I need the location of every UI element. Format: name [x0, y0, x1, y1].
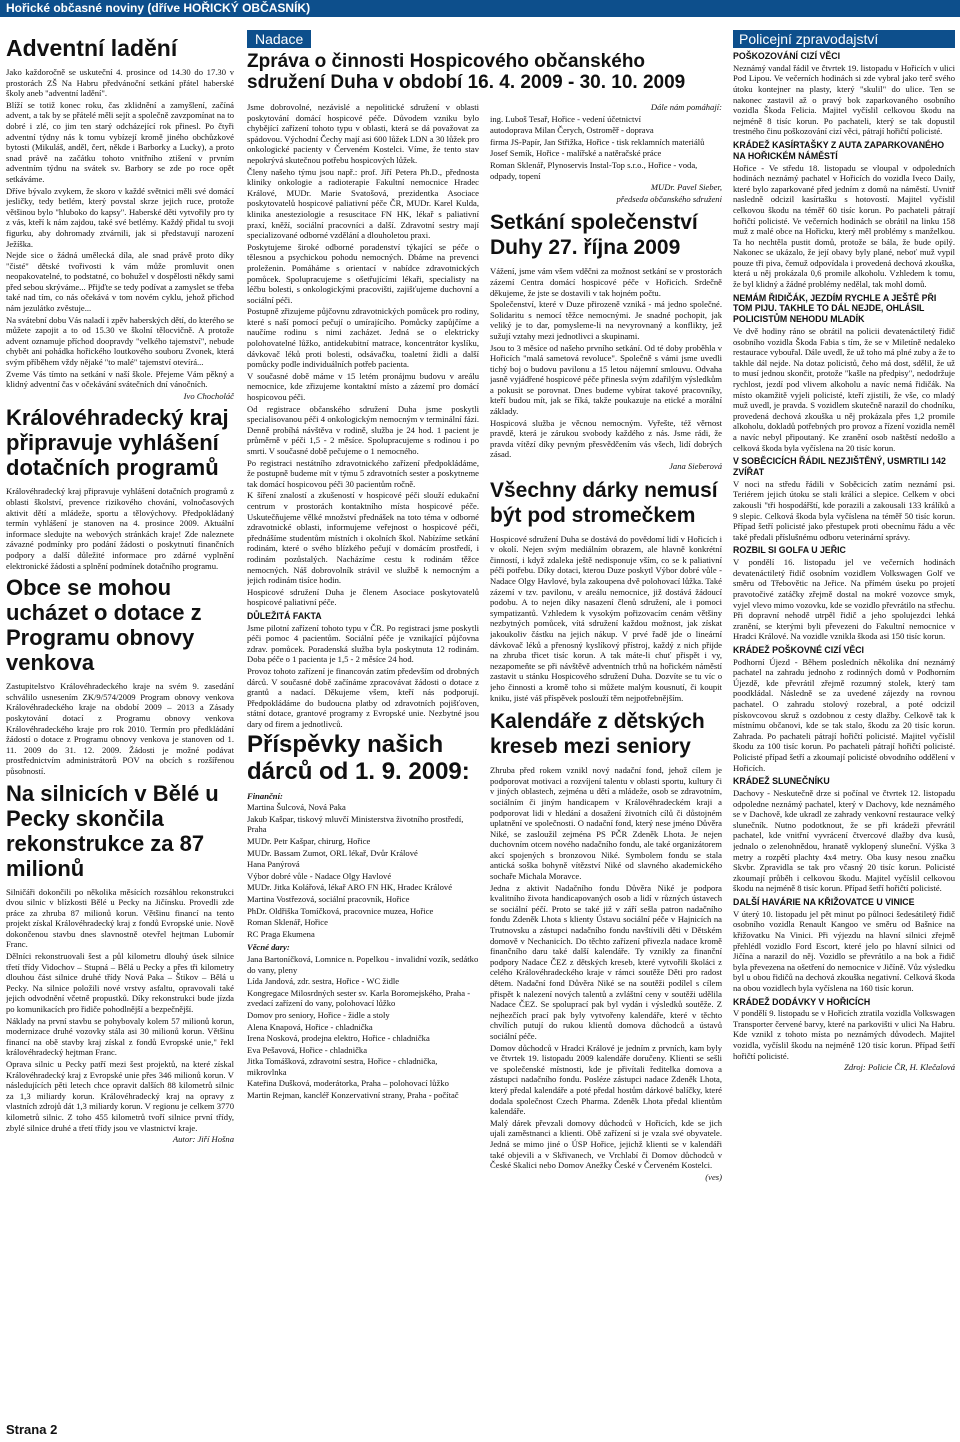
- police-report-heading: KRÁDEŽ KASÍRTAŠKY Z AUTA ZAPARKOVANÉHO NA HOŘICKÉM NÁMĚSTÍ: [733, 139, 945, 161]
- article-paragraph: Jsou to 3 měsíce od našeho prvního setkání. Od té doby proběhla v Hořicích "malá sametová revoluce". Společně s vámi jsme uvedli tichý boj o budovu pavilonu a 15 letou nájemní smlouvu. Odvaha jasně vyjádřené hospicové péče přinesla svým zdařilým výsledkům a pokusit se porovnat. Dnes budeme vybírat takové pracovníky, kteří budou mít, jak se říká, takže poukazuje na etické a morální základy.: [490, 342, 722, 417]
- article-paragraph: Členy našeho týmu jsou např.: prof. Jiří Petera Ph.D., přednosta kliniky onkologie a radioterapie Fakultní nemocnice Hradec Králové, MUDr. Marie Svatošová, prezidentka Asociace poskytovatelů hospicové paliativní péče ČR, MUDr. Karel Kulda, klinika anesteziologie a resuscitace FN HK, lékař s paliativní praxí, kněží, sociální pracovníci a další. Zdravotní sestry mají specializované odborné vzdělání a dlouholetou praxi.: [247, 166, 479, 241]
- article-paragraph: Náklady na první stavbu se pohybovaly kolem 57 milionů korun, modernizace druhé vozovky stála asi 30 milionů korun. Většinu financí na obě stavby kraj získal z fondů Evropské unie," řekl královéhradecký hejtman Franc.: [6, 1015, 234, 1058]
- column-right: [733, 30, 955, 1415]
- article-title-advent: Adventní ladění: [6, 35, 178, 61]
- article-paragraph: Zveme Vás tímto na setkání v naší škole. Přejeme Vám pěkný a klidný adventní čas v očekávání svátečních dní vánočních.: [6, 368, 234, 390]
- article-title-setkani: Setkání společenství Duhy 27. října 2009: [490, 211, 698, 260]
- article-paragraph: Alena Knapová, Hořice - chladnička: [247, 1021, 373, 1032]
- article-paragraph: MUDr. Bassam Zumot, ORL lékař, Dvůr Králové: [247, 847, 418, 858]
- police-report-text: Podhorní Újezd - Během posledních několika dní neznámý pachatel na zahradu jednoho z rodinných domů v Podhorním Újezdě, kde převrátil zřejmě rozumný stolek, který tam poodkládal. Následně se za uvedené zájezdy na rovnou pachatel. O zahradu stolový rozebral, a poté odcizil pískovcovou skruž s ozdobnou z cesty dlažby. Celkově tak k místnímu občanovi, kde se tak stalo, škodu za 20 tisíc korun. Zahrada. Po pachateli pátrají hořičtí policisté. Majitel vyčíslil škodu za 100 tisíc korun. Po pachateli pátrají hořičtí policisté. Policisté případ šetří a zkoumají policisté obvodního oddělení v Hořicích.: [733, 656, 955, 773]
- police-report-heading: ROZBIL SI GOLFA U JEŘIC: [733, 545, 846, 556]
- article-paragraph: autodoprava Milan Čerych, Ostroměř - doprava: [490, 125, 654, 136]
- article-paragraph: Hospicová služba je věcnou nemocným. Vyřešte, též věrnost pravdě, která je zárukou svobody každého z nás. Jsme rádi, že pravda vítězí díky pevným přesvědčením vás všech, lidí dobrých zásad.: [490, 417, 722, 460]
- police-report-heading: POŠKOZOVÁNÍ CIZÍ VĚCI: [733, 51, 841, 61]
- column-left: [6, 30, 234, 1415]
- article-paragraph: Oprava silnic u Pecky patří mezi šest projektů, na které získal Královéhradecký kraj z Evropské unie přes 346 milionů korun. V následujících pěti letech chce opravit dalších 88 kilometrů silnic za 1,3 miliardy korun. Královéhradecký kraj na opravy z vlastních zdrojů dát 1,3 miliardy korun. V regionu je celkem 3770 kilometrů silnic. Z toho 455 kilometrů tvoří silnice první třídy, zbylé silnice druhé a třetí třídy jsou ve vlastnictví kraje.: [6, 1059, 234, 1133]
- article-paragraph: Královéhradecký kraj připravuje vyhlášení dotačních programů z oblasti školství, prevence rizikového chování, volnočasových aktivit dětí a mládeže, sportu a tělovýchovy. Předpokládaný termín vyhlášení je stanoven na 4. prosince 2009. Aktuální informace sledujte na webových stránkách kraje! Zde naleznete závazné podmínky pro podání žádosti o poskytnutí finančních podpory a další důležité informace pro zdárné vyplnění elektronické žádosti a splnění podmínek dotačního programu.: [6, 486, 234, 571]
- article-paragraph: RC Praga Ekumena: [247, 928, 315, 939]
- article-title-kalendare: Kalendáře z dětských kreseb mezi seniory: [490, 710, 705, 759]
- article-paragraph: Domov pro seniory, Hořice - židle a stoly: [247, 1009, 390, 1020]
- article-paragraph: Dříve bývalo zvykem, že skoro v každé světnici měli své domácí jesličky, tedy betlém, který povstal skrze jejich ruce, protože většinou bylo "hluboko do kapsy". Haberské děti vytvořily pro ty z vás, kteří k nám zajdou, také své betlémy. Každý přidal tu svoji figurku, aby dohromady ztvárnili, jak si představují narození Ježíška.: [6, 185, 234, 249]
- police-report-heading: NEMÁM ŘIDIČÁK, JEZDÍM RYCHLE A JEŠTĚ PŘI TOM PIJU. TAKHLE TO DÁL NEJDE, OHLÁSIL POLICISTŮM NEHODU MLADÍK: [733, 292, 937, 325]
- article-paragraph: Výbor dobré vůle - Nadace Olgy Havlové: [247, 870, 392, 881]
- police-report-text: Dachovy - Neskutečně drze si počínal ve čtvrtek 12. listopadu odpoledne neznámý pachatel, který v Dachovy, kde neznámého se v Dachově, kde ukradl ze zahrady venkovní restaurace velký slunečník. Nutno podotknout, že se při krádeži převrátil pachatel, kde vnitřní vyvrácení čtvercové dlažby dva kusů, jednalo o zelenohnědou, hranatě vyklopený sluneční. Výška 3 metry a rozpětí plachty 4x4 metry. Oba kusy nesou značku Skvbr. Zpravidla se tak pro včasný 20 tisíc korun. Policisté zkoumají průběh i celkovou škodu. Majitel vyčíslil celkovou škodu na nejméně 8 tisíc korun. Případ šetří hořičtí policisté.: [733, 788, 955, 894]
- police-source: Zdroj: Policie ČR, H. Klečalová: [844, 1062, 955, 1073]
- article-paragraph: Roman Sklenář, Hořice: [247, 917, 328, 928]
- police-report-text: Hořice - Ve středu 18. listopadu se vloupal v odpoledních hodinách neznámý pachatel v Hořicích do vozidla Iveco Daily, které bylo zaparkované před jedním z domů na náměstí. Uvnitř nasledně odcizil kasírtašku s hotovostí. Majitel vyčíslil celkovou škodu na téměř 60 tisíc korun. Po pachateli pátrají hořičtí policisté. Ve večerních hodinách se obrátil na linku 158 muž z malé obce na Hořicku, který měl problémy s manželkou. Ta ho nechtěla pustit domů, protože se bála, že bude opilý. Nakonec se ukázalo, že její obavy byly plané, neboť muž vypil pouze tři piva, čemuž odpovídala i provedená dechová zkouška, která u něj prokázala 0,6 promile alkoholu. Vzhledem k tomu, že byl klidný a žádné problémy nedělal, tak mohl domů.: [733, 162, 955, 290]
- article-paragraph: Provoz tohoto zařízení je financován zatím především od drobných dárců. V současné době začínáme zpracovávat žádosti o dotace z grantů a nadací. Děkujeme všem, kteří nás podporují. Předpokládáme do budoucna platby od zdravotních pojišťoven, státní dotace, grantové programy z Evropské unie. Nezbytné jsou dary od firem a jednotlivců.: [247, 666, 479, 730]
- article-paragraph: Jedna z aktivit Nadačního fondu Důvěra Niké je podpora kvalitního života handicapovaných osob a lidí v různých ústavech se sociální péčí. Proto se také již v září sešla patron nadačního fondu Zdeněk Lhota s klienty Ústavu sociální péče v Hajnicích na Trutnovsku a zástupci nadačního fondu navštívili děti v Dětském domově v Nechanicích. Do těchto zařízení přivezla nadace kromě finančního daru také další kalendáře. Ty vznikly za finanční podpory Nadace ČEZ z dětských kreseb, které vytvořili školáci z celého Královéhradeckého kraje v rámci soutěže Děti pro radost dětem. Nadační fond Důvěra Niké se na soutěži podílel s cílem přispět k nalezení nových talentů a zvláštní ceny v soutěži udělila Nadace ČEZ. Se spoluprací pak byl vydán i výsledků soutěže. Z nejhezčích prací pak byly vytvořeny kalendáře, které v těchto chvílích putují do rukou klientů domova důchodců a ústavů sociální péče.: [490, 882, 722, 1041]
- article-paragraph: Postupně zřizujeme půjčovnu zdravotnických pomůcek pro rodiny, které s naší pomocí pečují o umírajícího. Pomůcky zapůjčíme a naučíme rodinu s nimi zacházet. Jedná se o elektricky polohovatelné lůžko, antidekubitní matrace, koncentrátor kyslíku, dávkovač léků proti bolesti, odsávačku, toaletní židli a další pomůcky podle individuálních potřeb pacienta.: [247, 306, 479, 370]
- article-paragraph: Zhruba před rokem vznikl nový nadační fond, jehož cílem je podporovat motivaci a rozvíjení talentu v oblasti sportu, kultury či v jiných oblastech, zejména u dětí a mládeže, osob se zdravotním, sociálním či jiným handicapem v Královéhradeckém kraji a podporovat lidi v hledání a dosažení životních cílů či důstojném uplatnění ve společnosti. O nadační fond, který nese jméno Důvěra Niké, se zasloužil zejména PS PČR Zdeněk Lhota. Je nejen duchovním otcem nového nadačního fondu, ale také organizátorem akcí spojených s bronzovou Niké. Symbolem fondu se stala antická soška bohyně vítězství Niké od slavného akademického sochaře Michala Moravce.: [490, 765, 722, 882]
- article-paragraph: Nejde sice o žádná umělecká díla, ale snad právě proto díky "čisté" dětské tvořivosti k vám může promluvit onen neopakovatelné, to podstatné, co bohužel v dospělosti někdy sami před sebou skrýváme... Přijďte se tedy podívat a zamyslet se třeba také nad tím, co nás očekává v tom novém cyklu, jehož přichod nám jezulátko zvěstuje...: [6, 250, 234, 314]
- article-paragraph: Jitka Tomášková, zdravotní sestra, Hořice - chladnička, mikrovlnka: [247, 1056, 438, 1077]
- section-badge-police: Policejní zpravodajství: [733, 30, 955, 48]
- article-paragraph: Hospicové sdružení Duha se dostává do povědomí lidí v Hořicích i v okolí. Nejen svým mediálním obrazem, ale hlavně konkrétní činností, i když zdaleka ještě nedisponuje vším, co se k paliativní péči potřebu. Díky dotaci, kterou Duze poskytl Výbor dobré vůle - Nadace Olgy Havlové, byla zakoupena dvě polohovací lůžka. Také zázemí v tzv. pavilonu, v areálu nemocnice, již dostává žádoucí podobu. A to nejen díky nasazení členů sdružení, ale i pomoci sympatizantů. Vzhledem k vysokým pořizovacím cenám většiny nezbytných pomůcek, vítá sdružení každou možnost, jak získat jakoukoliv částku na jejich nákup. V prvé řadě jde o lineární dávkovač léků a přenosný kyslíkový přístroj, každý z nich přijde na zhruba třicet tisíc korun. A tak máte-li chuť přispět i vy, nezapomeňte se při návštěvě adventních trhů na hořickém náměstí zastavit u stánku Hospicového sdružení Duha. Dozvíte se tu víc o jeho činnosti a kromě toho si můžete malým kousnutí, či koupit kniku, jisté váš příspěvek poslouží těm nejpotřebnějším.: [490, 533, 722, 703]
- police-report-heading: DALŠÍ HAVÁRIE NA KŘIŽOVATCE U VINICE: [733, 896, 915, 907]
- donors-financial-label: Finanční:: [247, 790, 283, 801]
- police-report-text: V noci na středu řádili v Soběcicích zatím neznámí psi. Teriérem jejich útoku se stali králíci a slepice. Celkem v obci zakousli "tři hospodářští, kde porazili a zakousali 133 králíků a 9 slepic. Celková škoda byla vyčíslena na téměř 50 tisíc korun. Případ šetří policisté jako přestupek proti obecnímu řádu a věc také předali příslušnému odboru veterinární správy.: [733, 478, 955, 542]
- article-author: Autor: Jiří Hošna: [172, 1134, 234, 1145]
- helpers-signature-role: předseda občanského sdružení: [616, 193, 722, 204]
- article-paragraph: MUDr. Jitka Kolářová, lékař ARO FN HK, Hradec Králové: [247, 882, 453, 893]
- police-report-heading: KRÁDEŽ DODÁVKY V HOŘICÍCH: [733, 996, 871, 1007]
- police-report-heading: V SOBĚCICÍCH ŘÁDIL NEZJIŠTĚNÝ, USMRTILI 142 ZVÍŘAT: [733, 456, 946, 477]
- facts-heading: DŮLEŽITÁ FAKTA: [247, 610, 322, 621]
- article-paragraph: firma JS-Papír, Jan Střižka, Hořice - tisk reklamních materiálů: [490, 136, 705, 147]
- police-report-text: Neznámý vandal řádil ve čtvrtek 19. listopadu v Hořicích v ulici Pod Lipou. Ve večerních hodinách si zde vybral jako terč svého útoku kontejner na plasty, který "skulil" do ulice. Ten se nakonec zastavil až o pravý bok zaparkovaného osobního vozidla Škoda Felicia. Majitel vyčíslil celkovou škodu na nejméně 8 tisíc korun. Po pachateli, který se tak dopustil trestného činu poškozování cizí věci, pátrají hořičtí policisté.: [733, 62, 955, 137]
- article-paragraph: V současné době máme v 15 letém pronájmu budovu v areálu nemocnice, kde zřizujeme kontaktní místo a zázemí pro domácí hospicovou péči.: [247, 370, 479, 403]
- section-badge-nadace: Nadace: [247, 30, 311, 48]
- article-paragraph: Roman Sklenář, Plynoservis Instal-Top s.r.o., Hořice - voda, odpady, topení: [490, 159, 698, 181]
- article-paragraph: Na svátební dobu Vás naladí i zpěv haberských dětí, do kterého se můžete zapojit a to od 15.30 ve školní tělocvičně. A protože advent oznamuje příchod doopravdy "velkého tajemství", nebude chybět ani pohádka hořického loutkového souboru Zvonek, která svým příběhem vždy nějaké "to malé" tajemství otevírá...: [6, 314, 234, 368]
- article-author: Ivo Chocholáč: [183, 390, 234, 401]
- page-number: Strana 2: [6, 1422, 58, 1437]
- article-paragraph: Irena Nosková, prodejna elektro, Hořice - chladnička: [247, 1033, 430, 1044]
- article-paragraph: Hana Panýrová: [247, 859, 300, 870]
- article-paragraph: Od registrace občanského sdružení Duha jsme poskytli specialisovanou péči 4 onkologickým nemocným v terminální fázi. Denně probíhá návštěva v rodině, služba je 24 hod. 1 pacient je průměrně v péči 1,5 - 2 měsíce. Spolupracujeme s rodinou i po smrti. V současné době pečujeme o 1 nemocného.: [247, 403, 479, 456]
- middle-subcolumn-left: [247, 102, 479, 1415]
- article-author: Jana Sieberová: [669, 461, 722, 472]
- police-report-text: Ve dvě hodiny ráno se obrátil na policii devatenáctiletý řidič osobního vozidla Škoda Fabia s tím, že se v Miletíně nedaleko restaurace vybouřal. Dále uvedl, že už toho má plné zuby a že to takhle dál nejde. Na dotaz policistů, čeho má dost, sdělil, že už to musí jednou skončit, protože "kašle na předpisy", nedodržuje rychlost, jezdí pod vlivem alkoholu a navíc nemá řidičák. Na místo okamžitě vyjeli policisté, kteří zjistili, že vše, co mladý muž uvedl, je pravda. S vozidlem skutečně narazil do chodníku, provedená dechová zkouška u něj prokázala přes 1,2 promile alkoholu, dokladů potřebných pro provoz a řízení vozidla neměl a navíc nebyl připoutaný. Ke zranění osob naštěstí nedošlo a celková škoda byla vyčíslena na 20 tisíc korun.: [733, 326, 955, 453]
- article-paragraph: Dělníci rekonstruovali šest a půl kilometru dlouhý úsek silnice třetí třídy Vidochov – Stupná – Bělá u Pecky a přes tři kilometry dlouhou část silnice druhé třídy Nová Paka – Štikov – Bělá u Pecky. Na silnice položili nové vrstvy asfaltu, opravovali také jejich odvodnění včetně propustků. Díky rekonstrukci bude jízda po komunikacích pro řidiče pohodlnější a bezpečnější.: [6, 951, 234, 1015]
- police-report-text: V úterý 10. listopadu jel pět minut po půlnoci šedesátiletý řidič osobního vozidla Renault Kangoo ve směru od Bašnice na křižovatku Na Vinici. Při výjezdu na hlavní silnici zřejmě přehlédl vozidlo Ford Escort, které jelo po hlavní silnici od Jičína a narazil do něj. Vozidlo se převrátilo a na bok a řidič byla převezena na ošetření do nemocnice v Jičíně. Vůz výsledku byl u obou řidičů na dechová zkouška negativní. Celková škoda na obou vozidlech byla vyčíslena na 160 tisíc korun.: [733, 908, 955, 993]
- article-paragraph: Jakub Kašpar, tiskový mluvčí Ministerstva životního prostředí, Praha: [247, 813, 464, 835]
- article-paragraph: Josef Semík, Hořice - malířské a natěračské práce: [490, 148, 662, 159]
- article-paragraph: Kateřina Dušková, moderátorka, Praha – polohovací lůžko: [247, 1078, 449, 1089]
- article-paragraph: Jsme dobrovolné, nezávislé a nepolitické sdružení v oblasti poskytování domácí hospicové péče. Důvodem vzniku bylo chybějící zařízení tohoto typu v oblasti, která se dá považovat za spádovou. Východní Čechy mají asi 600 lůžek LDN a 30 lůžek pro onkologické pacienty v Červeném Kostelci. Víme, že tento stav nepokrývá skutečnou potřebu hospicových lůžek.: [247, 102, 479, 165]
- article-paragraph: Společenství, které v Duze přirozeně vzniká - má jedno společné. Solidaritu s nemocí těžce nemocnými. Je snadné pochopit, jak veliký je to dar, pomysleme-li na nevyrovnaný a konflikty, jež sužují vztahy mezi jednotlivci a skupinami.: [490, 299, 722, 341]
- article-title-darky: Všechny dárky nemusí být pod stromečkem: [490, 478, 718, 527]
- article-title-dotace: Královéhradecký kraj připravuje vyhlášení dotačních programů: [6, 405, 229, 481]
- article-paragraph: Lída Jandová, zdr. sestra, Hořice - WC židle: [247, 976, 400, 987]
- helpers-signature-name: MUDr. Pavel Sieber,: [650, 182, 722, 193]
- middle-subcolumn-right: [490, 102, 722, 1415]
- article-paragraph: Poskytujeme široké odborné poradenství týkající se péče o tělesnou a psychickou pohodu nemocných. Dbáme na prevenci proleženin. Pomáháme s orientací v nabídce zdravotnických pomůcek. Spolupracujeme s ošetřujícími lékaři, specialisty na léčbu bolesti, s onkologickými pracovišti, zajišťujeme duchovní a sociální péči.: [247, 241, 479, 305]
- article-paragraph: Hospicové sdružení Duha je členem Asociace poskytovatelů hospicové paliativní péče.: [247, 586, 479, 608]
- article-paragraph: Domov důchodců v Hradci Králové je jedním z prvních, kam byly ve čtvrtek 19. listopadu 2009 kalendáře doručeny. Klienti se sešli ve společenské místnosti, kde je přivítali ředitelka domova a zástupci nadačního fondu. Posléze zástupci nadace Zdeněk Lhota, který předal kalendáře a poté předal hostům dárkové balíčky, které dodala společnost Czech Pharma. Zdeněk Lhota předal klientům kalendáře.: [490, 1042, 722, 1117]
- article-paragraph: Po registraci nestátního zdravotnického zařízení předpokládáme, že postupně budeme mít v týmu 5 zdravotních sester a poskytneme tak domácí hospicovou péči 30 pacientům ročně.: [247, 457, 479, 489]
- police-report-text: V pondělí 9. listopadu se v Hořicích ztratila vozidla Volkswagen Transporter červené barvy, které na parkovišti v ulici Na Habru. Kde vznikl z tohoto místa po neznámých důvodech. Majitel vozidla, vyčíslil škodu na nejméně 120 tisíc korun. Případ šetří hořičtí policisté.: [733, 1008, 955, 1061]
- article-title-hospic: Zpráva o činnosti Hospicového občanského sdružení Duha v období 16. 4. 2009 - 30. 10. 2009: [247, 51, 686, 93]
- donors-material-label: Věcné dary:: [247, 942, 290, 953]
- police-report-text: V pondělí 16. listopadu jel ve večerních hodinách devatenáctiletý řidič osobním vozidlem Volkswagen Golf ve směru od Třebovětic na Jeřice. Na přímém úseku po projetí pravotočivé zatáčky zřejmě dostal na mokré vozovce smyk, vyjel vlevo mimo vozovku, kde se vozidlo převrátilo na střechu. Při dopravní nehodě utrpěl řidič a jeho spolujezdci lehká zranění, se kterými byli převezeni do Fakultní nemocnice v Hradci Králové. Na vozidle vznikla škoda asi 150 tisíc korun.: [733, 557, 955, 642]
- police-report-heading: KRÁDEŽ SLUNEČNÍKU: [733, 776, 830, 787]
- article-paragraph: Martin Rejman, kancléř Konzervativní strany, Praha - počítač: [247, 1090, 459, 1101]
- article-title-venkov: Obce se mohou ucházet o dotace z Programu obnovy venkova: [6, 575, 202, 676]
- article-paragraph: Martina Vostřezová, sociální pracovník, Hořice: [247, 893, 410, 904]
- article-title-silnice: Na silnicích v Bělé u Pecky skončila rekonstrukce za 87 milionů: [6, 780, 219, 881]
- donors-title: Příspěvky našich dárců od 1. 9. 2009:: [247, 730, 470, 785]
- newspaper-header-title: Hořické občasné noviny (dříve HOŘICKÝ OBČASNÍK): [6, 1, 311, 15]
- article-paragraph: K šíření znalostí a zkušeností v hospicové péči slouží edukační centrum v prostorách kontaktního místa hospicové péče. Uskutečňujeme vělké množství přednášek na toto téma v odborné zdravotnické oblasti, informujeme veřejnost o hospicové péči, přednášíme studentům místních i okolních škol. Nabízíme setkání rodinám, které o svého blízkého pečují v domácím prostředí, i rodinám pozůstalých. Nacházíme cestu k rodinám těžce nemocných. Náš dobrovolník strávil ve službě k nemocným a jejich rodinám tisíce hodin.: [247, 490, 479, 586]
- column-middle: [247, 30, 722, 1415]
- article-paragraph: Jana Bartoníčková, Lomnice n. Popelkou - invalidní vozík, sedátko do vany, pleny: [247, 953, 479, 975]
- article-paragraph: Martina Šulcová, Nová Paka: [247, 802, 346, 813]
- article-paragraph: Vážení, jsme vám všem vděčni za možnost setkání se v prostorách zázemí Centra domácí hospicové péče v Hořicích. Srdečně děkujeme, že jste se dostavili v tak hojném počtu.: [490, 266, 722, 298]
- article-paragraph: Eva Pešavová, Hořice - chladnička: [247, 1044, 368, 1055]
- newspaper-header-bar: [0, 0, 960, 17]
- article-paragraph: Blíží se totiž konec roku, čas zklidnění a zamyšlení, začíná advent, a tak by se přátelé měli sejít a společně zavzpomínat na to dobré i zlé, co jim ten starý odcházející rok přinesl. Po čtyři adventní týdny nás k tomu vybízejí kromě jiného obchůzkové bytosti (Mikuláš, anděl, čert, někde i Barborky a Lucky), a proto snad právě na začátku tohoto vnitřního ztišení v prvním adventním týdnu na svátek sv. Barbory se zde po roce opět setkáváme.: [6, 99, 234, 184]
- article-paragraph: Jsme pilotní zařízení tohoto typu v ČR. Po registraci jsme poskytli péči pomoc 4 pacientům. Sociální péče je vznikající půjčovna zdrav. pomůcek. Poradenská služba byla poskytnuta 12 rodinám. Doba péče o 1 pacienta je 1,5 - 2 měsíce 24 hod.: [247, 622, 479, 665]
- article-paragraph: Kongregace Milosrdných sester sv. Karla Boromejského, Praha - zvedací zařízení do vany, polohovací lůžko: [247, 987, 471, 1009]
- article-paragraph: MUDr. Petr Kašpar, chirurg, Hořice: [247, 836, 371, 847]
- article-paragraph: Malý dárek převzali domovy důchodců v Hořicích, kde se jich ujali zaměstnanci a klienti. Obě zařízení si je vzala své obyvatele. Jedná se mimo jiné o ÚSP Hořice, jejichž klienti se v kalendáři také objevili a v Skřivanech, ve Vrchlabí či Domov důchodců v České Skalici nebo Domov Anežky České v Červeném Kostelci.: [490, 1117, 722, 1171]
- article-paragraph: PhDr. Oldřiška Tomíčková, pracovnice muzea, Hořice: [247, 905, 434, 916]
- article-paragraph: ing. Luboš Tesař, Hořice - vedení účetnictví: [490, 113, 642, 124]
- helpers-intro: Dále nám pomáhají:: [650, 102, 722, 112]
- article-author: (ves): [705, 1171, 722, 1182]
- article-paragraph: Silničáři dokončili po několika měsících rozsáhlou rekonstrukci dvou silnic v blízkosti Bělé u Pecky na Jičínsku. Provedli zde práce za zhruba 87 milionů korun. Většinu financí na tento projekt získal Královéhradecký kraj z fondů Evropské unie. Nově dokončenou stavbu dnes slavnostně otevřel hejtman Lubomír Franc.: [6, 886, 234, 950]
- police-report-heading: KRÁDEŽ POŠKOVNÉ CIZÍ VĚCI: [733, 644, 864, 655]
- article-paragraph: Jako každoročně se uskuteční 4. prosince od 14.30 do 17.30 v prostorách ZŠ Na Habru předvánoční setkání přátel haberské školy aneb "adventní ladění".: [6, 67, 234, 99]
- article-paragraph: Zastupitelstvo Královéhradeckého kraje na svém 9. zasedání schválilo usnesením ZK/9/574/2009 Program obnovy venkova Královéhradeckého kraje na období 2009 – 2013 a Zásady poskytování dotací z Programu obnovy venkova Královéhradeckého kraje pro rok 2010. Termín pro předkládání žádostí o dotace z Programu obnovy venkova je stanoven od 1. 11. 2009 do 31. 12. 2009. Žádosti je možné podávat prostřednictvím administrátorů POV na obcích s rozšířenou působností.: [6, 681, 234, 776]
